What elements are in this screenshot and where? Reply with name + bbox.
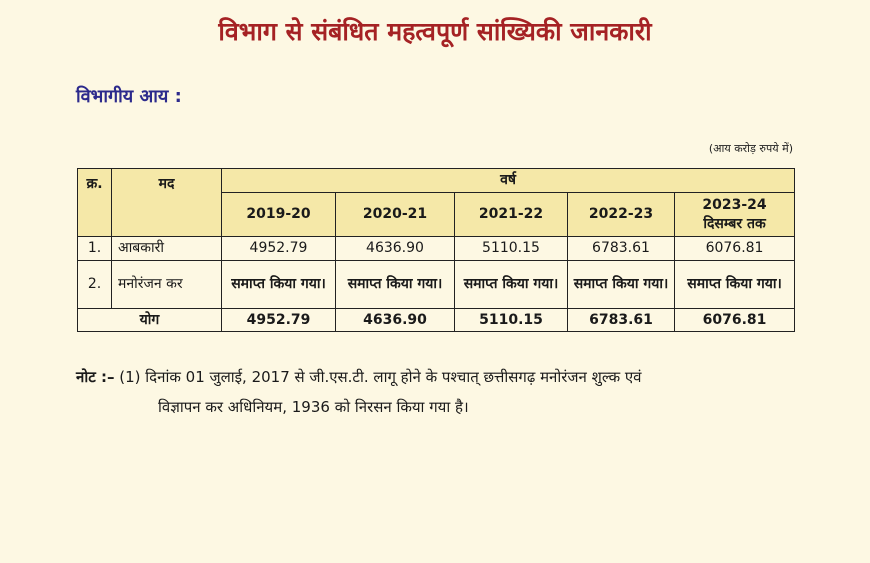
header-item: मद	[112, 169, 222, 237]
total-row	[78, 309, 795, 332]
row-sn: 2.	[78, 261, 112, 309]
header-year: 2022-23	[568, 193, 675, 237]
total-label: योग	[78, 309, 222, 332]
row-value: 6076.81	[675, 237, 795, 261]
total-value: 6783.61	[568, 309, 675, 332]
header-year: 2020-21	[336, 193, 455, 237]
page-title: विभाग से संबंधित महत्वपूर्ण सांख्यिकी जानकारी	[218, 17, 652, 46]
row-sn: 1.	[78, 237, 112, 261]
revenue-table	[77, 168, 795, 332]
note-line-2: विज्ञापन कर अधिनियम, 1936 को निरसन किया गया है।	[158, 398, 469, 416]
unit-note: (आय करोड़ रुपये में)	[708, 142, 793, 155]
table-row	[78, 237, 795, 261]
total-value: 5110.15	[455, 309, 568, 332]
table-row	[78, 261, 795, 309]
row-value: समाप्त किया गया।	[336, 261, 455, 309]
row-item: आबकारी	[112, 237, 222, 261]
total-value: 6076.81	[675, 309, 795, 332]
header-year-last	[675, 193, 795, 237]
row-value: 4952.79	[222, 237, 336, 261]
note-line-1: (1) दिनांक 01 जुलाई, 2017 से जी.एस.टी. लागू होने के पश्चात् छत्तीसगढ़ मनोरंजन शुल्क एवं	[119, 368, 642, 386]
row-value: 4636.90	[336, 237, 455, 261]
header-year-last-label: 2023-24	[702, 196, 767, 213]
row-value: समाप्त किया गया।	[568, 261, 675, 309]
header-year: 2019-20	[222, 193, 336, 237]
total-value: 4952.79	[222, 309, 336, 332]
row-value: 5110.15	[455, 237, 568, 261]
row-value: समाप्त किया गया।	[675, 261, 795, 309]
note-label: नोट :–	[76, 368, 115, 386]
row-value: 6783.61	[568, 237, 675, 261]
total-value: 4636.90	[336, 309, 455, 332]
footnote	[76, 362, 806, 422]
header-year: 2021-22	[455, 193, 568, 237]
header-year-group: वर्ष	[222, 169, 795, 193]
header-sn: क्र.	[78, 169, 112, 237]
header-year-last-sub: दिसम्बर तक	[703, 215, 766, 232]
row-value: समाप्त किया गया।	[222, 261, 336, 309]
row-value: समाप्त किया गया।	[455, 261, 568, 309]
section-heading: विभागीय आय :	[76, 86, 182, 107]
row-item: मनोरंजन कर	[112, 261, 222, 309]
